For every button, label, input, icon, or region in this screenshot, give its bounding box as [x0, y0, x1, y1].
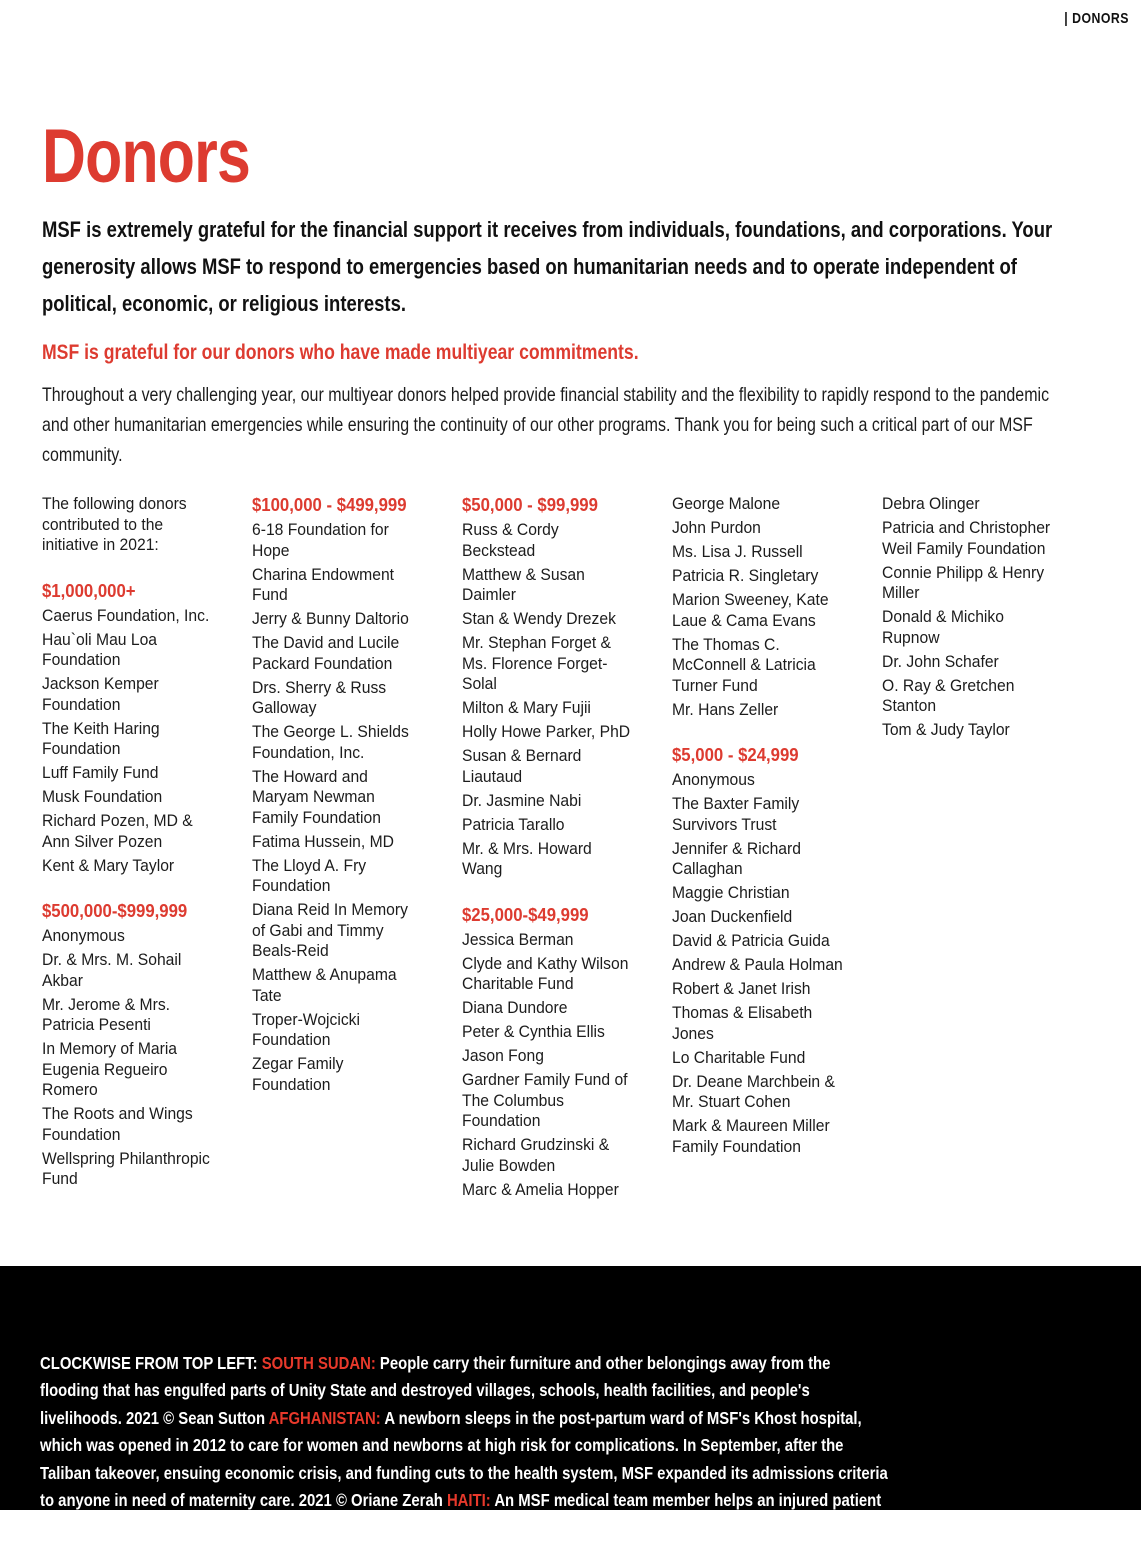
donor-name: John Purdon — [672, 518, 845, 539]
donor-name: O. Ray & Gretchen Stanton — [882, 676, 1055, 717]
donor-name: Debra Olinger — [882, 494, 1055, 515]
donor-name: Jason Fong — [462, 1046, 635, 1067]
donor-name: Diana Dundore — [462, 998, 635, 1019]
donor-name: Patricia and Christopher Weil Family Foundation — [882, 518, 1055, 559]
donor-name: Luff Family Fund — [42, 763, 215, 784]
donor-name: Dr. John Schafer — [882, 652, 1055, 673]
donor-name: Mr. Stephan Forget & Ms. Florence Forget-Solal — [462, 633, 635, 695]
donor-column-4 — [672, 494, 854, 1161]
donor-name: The Baxter Family Survivors Trust — [672, 794, 845, 835]
donor-name: The Roots and Wings Foundation — [42, 1104, 215, 1145]
donor-name: Andrew & Paula Holman — [672, 955, 845, 976]
page-title: Donors — [42, 119, 250, 195]
donor-name: Connie Philipp & Henry Miller — [882, 563, 1055, 604]
donor-name: Musk Foundation — [42, 787, 215, 808]
donor-name: Drs. Sherry & Russ Galloway — [252, 678, 425, 719]
donor-name: Lo Charitable Fund — [672, 1048, 845, 1069]
donor-name: Jerry & Bunny Daltorio — [252, 609, 425, 630]
donor-name: Mr. Hans Zeller — [672, 700, 845, 721]
donor-tier-heading: $1,000,000+ — [42, 580, 211, 602]
donor-name: Peter & Cynthia Ellis — [462, 1022, 635, 1043]
donor-name: George Malone — [672, 494, 845, 515]
donor-name: Caerus Foundation, Inc. — [42, 606, 215, 627]
donor-name: Russ & Cordy Beckstead — [462, 520, 635, 561]
donor-name: The Lloyd A. Fry Foundation — [252, 856, 425, 897]
donor-name: Milton & Mary Fujii — [462, 698, 635, 719]
donor-name: Anonymous — [672, 770, 845, 791]
donor-name: Diana Reid In Memory of Gabi and Timmy Beals-Reid — [252, 900, 425, 962]
donor-name: Zegar Family Foundation — [252, 1054, 425, 1095]
donor-name: Dr. Jasmine Nabi — [462, 791, 635, 812]
donor-name: Mr. Jerome & Mrs. Patricia Pesenti — [42, 995, 215, 1036]
donor-name: Robert & Janet Irish — [672, 979, 845, 1000]
donor-name: Matthew & Anupama Tate — [252, 965, 425, 1006]
donor-name: Anonymous — [42, 926, 215, 947]
donor-name: Maggie Christian — [672, 883, 845, 904]
donor-name: Jennifer & Richard Callaghan — [672, 839, 845, 880]
donor-name: Wellspring Philanthropic Fund — [42, 1149, 215, 1190]
donor-columns — [42, 494, 1102, 1204]
donor-name: The David and Lucile Packard Foundation — [252, 633, 425, 674]
donor-column-3 — [462, 494, 644, 1204]
donor-tier-heading: $100,000 - $499,999 — [252, 494, 421, 516]
donor-tier-heading: $25,000-$49,999 — [462, 904, 631, 926]
donor-name: Donald & Michiko Rupnow — [882, 607, 1055, 648]
donor-name: Tom & Judy Taylor — [882, 720, 1055, 741]
intro-paragraph: Throughout a very challenging year, our multiyear donors helped provide financial stability and the flexibility to rapidly respond to the pandemic and other humanitarian emergencies while ensuring the continuity of our other programs. Thank you for being such a critical part of our MSF community. — [42, 380, 1052, 470]
running-header: | DONORS — [1064, 10, 1129, 27]
donor-column-2 — [252, 494, 434, 1099]
donor-name: 6-18 Foundation for Hope — [252, 520, 425, 561]
caption-text: People carry their furniture and other belongings away from the flooding that has engulfed parts of Unity State and destroyed villages, schools, health facilities, and people's livelihoods. 2021 © Sean Sutton — [40, 1353, 830, 1428]
donor-name: Matthew & Susan Daimler — [462, 565, 635, 606]
donor-name: Mark & Maureen Miller Family Foundation — [672, 1116, 845, 1157]
lede-paragraph: MSF is extremely grateful for the financial support it receives from individuals, foundations, and corporations. Your generosity allows MSF to respond to emergencies based on humanitarian needs and to operate independent of political, economic, or religious interests. — [42, 211, 1059, 322]
donor-name: Fatima Hussein, MD — [252, 832, 425, 853]
donor-name: Holly Howe Parker, PhD — [462, 722, 635, 743]
donor-name: Patricia Tarallo — [462, 815, 635, 836]
donor-name: Jessica Berman — [462, 930, 635, 951]
donor-tier-heading: $500,000-$999,999 — [42, 900, 211, 922]
donor-name: Jackson Kemper Foundation — [42, 674, 215, 715]
donor-name: Troper-Wojcicki Foundation — [252, 1010, 425, 1051]
donor-name: Richard Pozen, MD & Ann Silver Pozen — [42, 811, 215, 852]
donor-name: Joan Duckenfield — [672, 907, 845, 928]
caption-text: An MSF medical team member helps an injured patient walk during a mobile clinic in Baradères. 2021 © Pierre Michel jean/K2D — [40, 1490, 881, 1538]
donor-name: David & Patricia Guida — [672, 931, 845, 952]
donor-name: The Howard and Maryam Newman Family Foundation — [252, 767, 425, 829]
donor-name: Thomas & Elisabeth Jones — [672, 1003, 845, 1044]
caption-text: CLOCKWISE FROM TOP LEFT: — [40, 1353, 262, 1373]
donor-name: Marc & Amelia Hopper — [462, 1180, 635, 1201]
caption-text: A newborn sleeps in the post-partum ward of MSF's Khost hospital, which was opened in 2012 to care for women and newborns at high risk for complications. In September, after the Taliban takeover, ensuing economic crisis, and funding cuts to the health system, MSF expanded its admissions criteria to anyone in need of maternity care. 2021 © Oriane Zerah — [40, 1408, 888, 1511]
donor-name: The Thomas C. McConnell & Latricia Turner Fund — [672, 635, 845, 697]
donor-column-note: The following donors contributed to the initiative in 2021: — [42, 494, 215, 556]
donor-name: The Keith Haring Foundation — [42, 719, 215, 760]
donor-column-5 — [882, 494, 1064, 744]
caption-location: AFGHANISTAN: — [269, 1408, 381, 1428]
donor-name: In Memory of Maria Eugenia Regueiro Romero — [42, 1039, 215, 1101]
donor-tier-heading: $5,000 - $24,999 — [672, 744, 841, 766]
photo-caption — [40, 1350, 890, 1542]
donor-name: Richard Grudzinski & Julie Bowden — [462, 1135, 635, 1176]
donor-name: Mr. & Mrs. Howard Wang — [462, 839, 635, 880]
donor-name: Clyde and Kathy Wilson Charitable Fund — [462, 954, 635, 995]
multiyear-subheading: MSF is grateful for our donors who have made multiyear commitments. — [42, 337, 1059, 367]
donor-name: Susan & Bernard Liautaud — [462, 746, 635, 787]
donor-name: Marion Sweeney, Kate Laue & Cama Evans — [672, 590, 845, 631]
caption-location: HAITI: — [447, 1490, 491, 1510]
donor-name: The George L. Shields Foundation, Inc. — [252, 722, 425, 763]
donor-name: Ms. Lisa J. Russell — [672, 542, 845, 563]
donor-name: Dr. & Mrs. M. Sohail Akbar — [42, 950, 215, 991]
donor-name: Dr. Deane Marchbein & Mr. Stuart Cohen — [672, 1072, 845, 1113]
donor-name: Charina Endowment Fund — [252, 565, 425, 606]
caption-location: SOUTH SUDAN: — [262, 1353, 376, 1373]
donor-name: Kent & Mary Taylor — [42, 856, 215, 877]
donor-name: Gardner Family Fund of The Columbus Foundation — [462, 1070, 635, 1132]
donor-name: Hau`oli Mau Loa Foundation — [42, 630, 215, 671]
donor-tier-heading: $50,000 - $99,999 — [462, 494, 631, 516]
donor-name: Patricia R. Singletary — [672, 566, 845, 587]
donor-name: Stan & Wendy Drezek — [462, 609, 635, 630]
donor-column-1 — [42, 494, 224, 1193]
